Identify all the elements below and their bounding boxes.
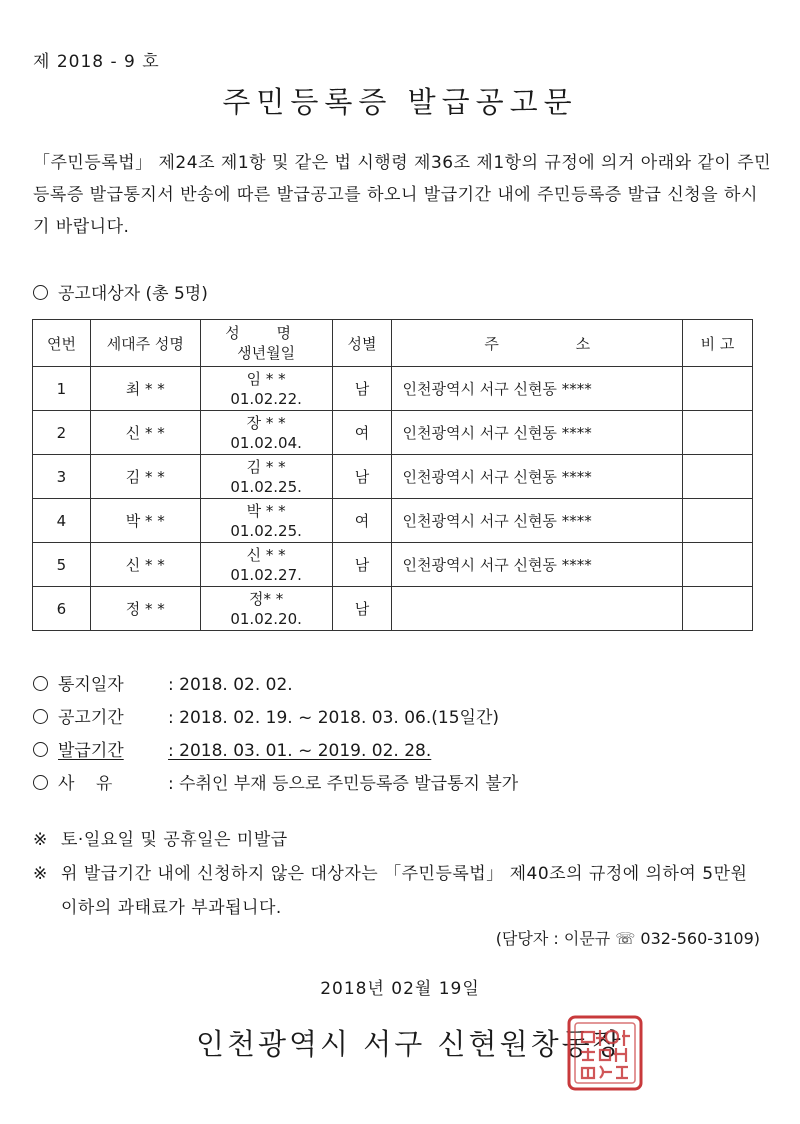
cell-note xyxy=(683,499,753,543)
header-no: 연번 xyxy=(33,320,91,367)
section-heading-text: 공고대상자 (총 5명) xyxy=(58,284,208,304)
note-item xyxy=(33,823,768,857)
cell-name: 김 * * 01.02.25. xyxy=(200,455,332,499)
posting-period-label: 공고기간 xyxy=(58,708,124,728)
header-gender: 성별 xyxy=(332,320,392,367)
header-address: 주 소 xyxy=(392,320,683,367)
issue-period-label: 발급기간 xyxy=(58,741,124,761)
note-text: 위 발급기간 내에 신청하지 않은 대상자는 「주민등록법」 제40조의 규정에 의하여 5만원 이하의 과태료가 부과됩니다. xyxy=(61,864,748,918)
note-item xyxy=(33,857,768,925)
targets-table xyxy=(32,319,753,631)
cell-householder: 김 * * xyxy=(90,455,200,499)
table-row xyxy=(33,587,753,631)
cell-no: 2 xyxy=(33,411,91,455)
reference-mark-icon: ※ xyxy=(33,830,48,850)
cell-address: 인천광역시 서구 신현동 **** xyxy=(392,543,683,587)
page-title: 주민등록증 발급공고문 xyxy=(222,85,578,119)
cell-householder: 신 * * xyxy=(90,411,200,455)
cell-gender: 남 xyxy=(332,543,392,587)
cell-name: 장 * * 01.02.04. xyxy=(200,411,332,455)
notice-date-value: : 2018. 02. 02. xyxy=(168,675,293,695)
header-name-line2: 생년월일 xyxy=(237,344,296,362)
posting-period-row xyxy=(33,702,518,735)
intro-paragraph: 「주민등록법」 제24조 제1항 및 같은 법 시행령 제36조 제1항의 규정에 의거 아래와 같이 주민등록증 발급통지서 반송에 따른 발급공고를 하오니 발급기간 내에 주민등록증 발급 신청을 하시기 바랍니다. xyxy=(33,153,772,237)
header-note: 비 고 xyxy=(683,320,753,367)
issue-period-row xyxy=(33,735,518,768)
section-heading xyxy=(33,279,208,304)
cell-householder: 신 * * xyxy=(90,543,200,587)
notice-date-row xyxy=(33,669,518,702)
table-row xyxy=(33,367,753,411)
circle-bullet-icon xyxy=(33,709,48,724)
table-header-row xyxy=(33,320,753,367)
notes xyxy=(33,823,768,925)
note-text: 토·일요일 및 공휴일은 미발급 xyxy=(61,830,288,850)
cell-gender: 여 xyxy=(332,499,392,543)
reference-mark-icon: ※ xyxy=(33,864,48,884)
issue-date: 2018년 02월 19일 xyxy=(320,979,480,999)
cell-householder: 박 * * xyxy=(90,499,200,543)
signer-name: 인천광역시 서구 신현원창동장 xyxy=(196,1027,624,1061)
cell-no: 5 xyxy=(33,543,91,587)
contact-info: (담당자 : 이문규 ☏ 032-560-3109) xyxy=(495,929,760,948)
circle-bullet-icon xyxy=(33,676,48,691)
cell-address: 인천광역시 서구 신현동 **** xyxy=(392,455,683,499)
cell-address: 인천광역시 서구 신현동 **** xyxy=(392,411,683,455)
cell-name: 신 * * 01.02.27. xyxy=(200,543,332,587)
header-name xyxy=(200,320,332,367)
cell-gender: 여 xyxy=(332,411,392,455)
cell-gender: 남 xyxy=(332,367,392,411)
reason-value: : 수취인 부재 등으로 주민등록증 발급통지 불가 xyxy=(168,774,519,794)
notice-info xyxy=(33,669,518,801)
cell-no: 3 xyxy=(33,455,91,499)
cell-no: 4 xyxy=(33,499,91,543)
cell-gender: 남 xyxy=(332,455,392,499)
table-row xyxy=(33,411,753,455)
issue-period-value: : 2018. 03. 01. ~ 2019. 02. 28. xyxy=(168,741,432,761)
cell-note xyxy=(683,587,753,631)
cell-note xyxy=(683,367,753,411)
cell-householder: 정 * * xyxy=(90,587,200,631)
circle-bullet-icon xyxy=(33,742,48,757)
cell-no: 1 xyxy=(33,367,91,411)
cell-address: 인천광역시 서구 신현동 **** xyxy=(392,499,683,543)
cell-name: 박 * * 01.02.25. xyxy=(200,499,332,543)
circle-bullet-icon xyxy=(33,285,48,300)
circle-bullet-icon xyxy=(33,775,48,790)
official-seal-icon xyxy=(566,1014,644,1092)
table-row xyxy=(33,499,753,543)
cell-name: 정* * 01.02.20. xyxy=(200,587,332,631)
reason-label: 사 유 xyxy=(58,774,113,794)
cell-note xyxy=(683,543,753,587)
cell-note xyxy=(683,411,753,455)
header-name-line1: 성 명 xyxy=(225,324,308,342)
cell-note xyxy=(683,455,753,499)
notice-date-label: 통지일자 xyxy=(58,675,124,695)
cell-name: 임 * * 01.02.22. xyxy=(200,367,332,411)
cell-address: 인천광역시 서구 신현동 **** xyxy=(392,367,683,411)
cell-gender: 남 xyxy=(332,587,392,631)
header-householder: 세대주 성명 xyxy=(90,320,200,367)
document-number: 제 2018 - 9 호 xyxy=(33,52,160,72)
table-row xyxy=(33,543,753,587)
posting-period-value: : 2018. 02. 19. ~ 2018. 03. 06.(15일간) xyxy=(168,708,500,728)
cell-householder: 최 * * xyxy=(90,367,200,411)
cell-address xyxy=(392,587,683,631)
reason-row xyxy=(33,768,518,801)
cell-no: 6 xyxy=(33,587,91,631)
table-row xyxy=(33,455,753,499)
